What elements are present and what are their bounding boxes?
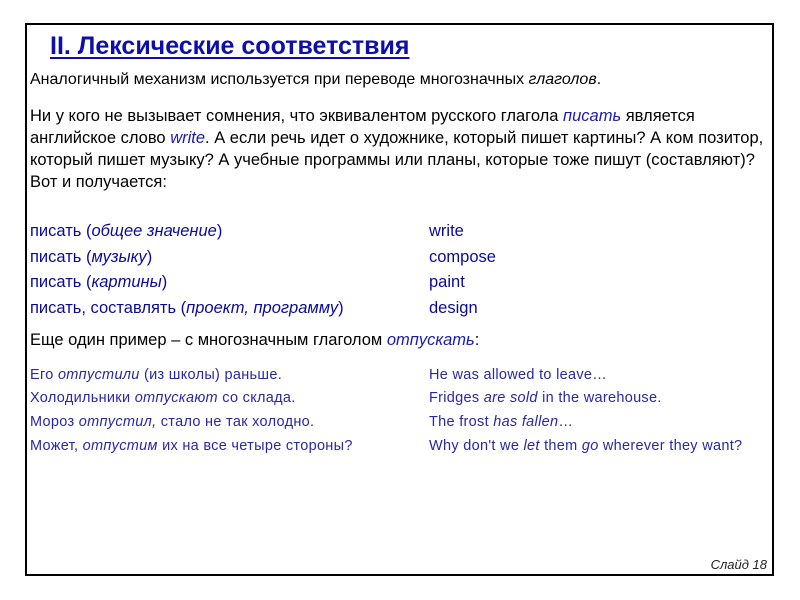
example-ru [30, 367, 282, 383]
example-en [429, 367, 607, 383]
ru-verb: писать ( [30, 273, 92, 291]
ex-text: их на все четыре стороны? [157, 438, 353, 454]
ru-close: ) [161, 273, 168, 291]
ex-text: He was allowed to leave… [429, 367, 608, 383]
ex-verb: отпускают [134, 390, 218, 406]
intro-text: Еще один пример – с многозначным глаголом [30, 331, 387, 349]
ex-text: The frost [429, 414, 494, 430]
ru-verb: писать, составлять ( [30, 299, 187, 317]
ex-text: Мороз [30, 414, 79, 430]
ex-text: (из школы) раньше. [139, 367, 283, 383]
keyword-write: write [170, 129, 206, 147]
example-ru [30, 390, 296, 406]
ex-text: Fridges [429, 390, 484, 406]
ex-verb: are sold [483, 390, 538, 406]
keyword-pisat: писать [563, 107, 622, 125]
ru-context: картины [91, 273, 162, 291]
ex-text: Его [30, 367, 58, 383]
translation-en: paint [429, 273, 465, 291]
paragraph-text: является английское слово [30, 107, 695, 147]
ex-verb: let [523, 438, 540, 454]
slide-title: II. Лексические соответствия [50, 32, 410, 60]
slide-number: Слайд 18 [710, 557, 767, 572]
ex-text: them [539, 438, 582, 454]
ru-close: ) [216, 222, 223, 240]
intro-emphasis: глаголов [528, 71, 597, 88]
explanation-paragraph [30, 105, 770, 193]
ru-verb: писать ( [30, 222, 92, 240]
ex-text: … [558, 414, 574, 430]
ex-text: wherever they want? [598, 438, 743, 454]
intro-text: Аналогичный механизм используется при переводе многозначных [30, 71, 529, 88]
translation-en: compose [429, 248, 496, 266]
translation-en: write [429, 222, 464, 240]
ex-text: стало не так холодно. [156, 414, 315, 430]
ex-verb: отпустил, [78, 414, 157, 430]
translation-ru [30, 248, 152, 267]
ex-text: Может, [30, 438, 83, 454]
example-ru [30, 438, 353, 454]
intro-paragraph [30, 71, 601, 89]
second-example-intro [30, 331, 479, 350]
ru-close: ) [146, 248, 153, 266]
ex-text: со склада. [217, 390, 296, 406]
ex-verb: отпустим [82, 438, 158, 454]
ru-context: общее значение [91, 222, 217, 240]
example-ru [30, 414, 314, 430]
paragraph-text: . А если речь идет о художнике, который пишет картины? А ком позитор, который пишет музыку? А учебные программы или планы, которые тоже пишут (составляют)? Вот и получается: [30, 129, 764, 191]
translation-ru [30, 222, 222, 241]
ru-close: ) [338, 299, 344, 317]
ex-text: Холодильники [30, 390, 135, 406]
ex-text: in the warehouse. [537, 390, 662, 406]
ru-context: проект, программу [186, 299, 339, 317]
keyword-otpuskat: отпускать [386, 331, 475, 349]
ru-verb: писать ( [30, 248, 92, 266]
ex-verb: has fallen [493, 414, 559, 430]
translation-ru [30, 299, 344, 318]
ru-context: музыку [91, 248, 147, 266]
example-en [429, 390, 662, 406]
ex-verb: go [581, 438, 599, 454]
ex-text: Why don't we [429, 438, 524, 454]
translation-en: design [429, 299, 478, 317]
intro-text-end: . [596, 71, 602, 88]
paragraph-text: Ни у кого не вызывает сомнения, что эквивалентом русского глагола [30, 107, 564, 125]
example-en [429, 438, 742, 454]
ex-verb: отпустили [57, 367, 140, 383]
example-en [429, 414, 573, 430]
intro-text-end: : [474, 331, 480, 349]
translation-ru [30, 273, 167, 292]
